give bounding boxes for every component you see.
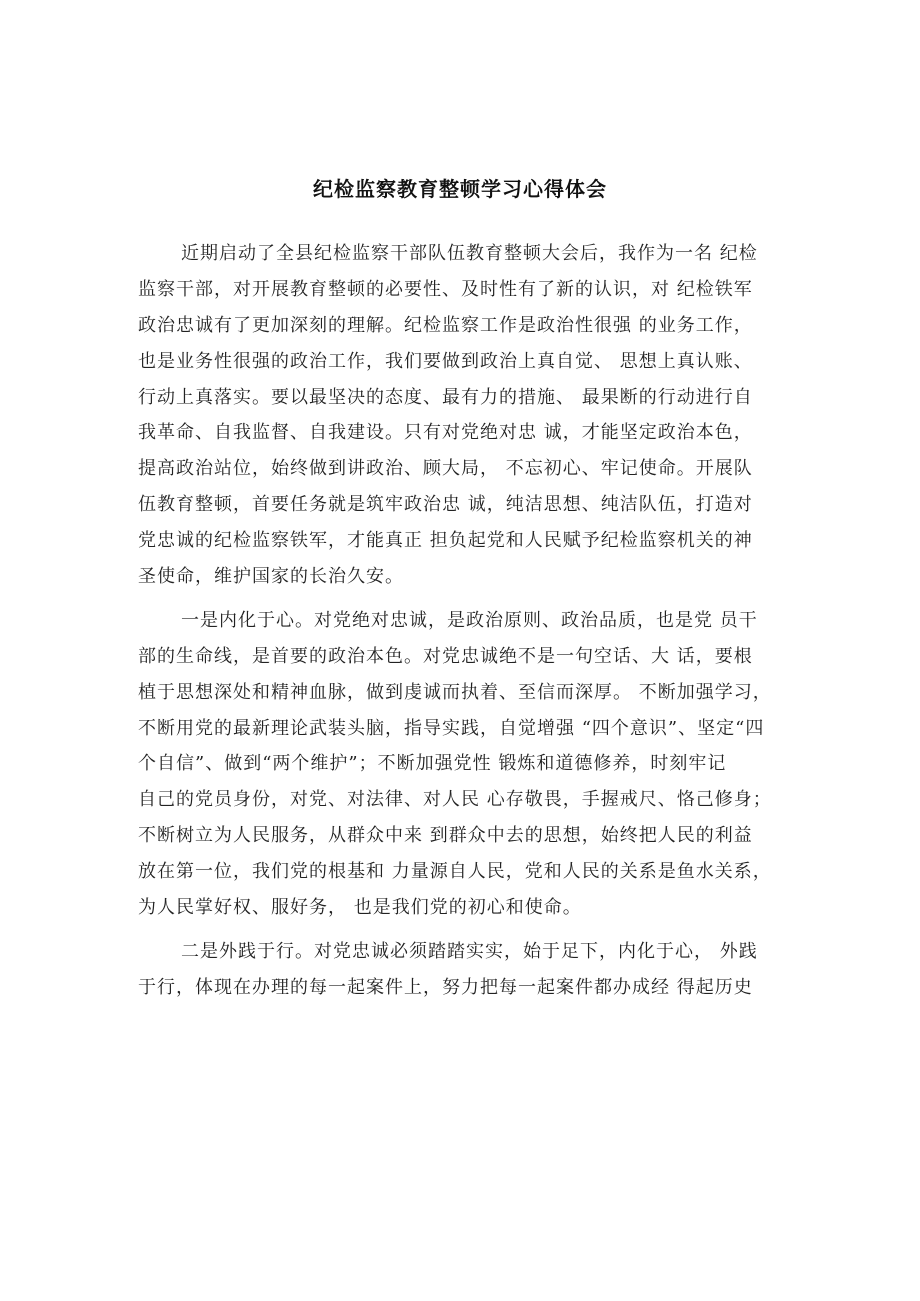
text-line: 近期启动了全县纪检监察干部队伍教育整顿大会后，我作为一名 纪检 bbox=[181, 243, 758, 264]
text-line: 我革命、自我监督、自我建设。只有对党绝对忠 诚，才能坚定政治本色， bbox=[138, 422, 753, 444]
text-line: 提高政治站位，始终做到讲政治、顾大局， 不忘初心、牢记使命。开展队 bbox=[138, 458, 753, 480]
text-line: 政治忠诚有了更加深刻的理解。纪检监察工作是政治性很强 的业务工作， bbox=[138, 314, 753, 336]
text-line: 党忠诚的纪检监察铁军，才能真正 担负起党和人民赋予纪检监察机关的神 bbox=[138, 530, 753, 552]
text-line: 伍教育整顿，首要任务就是筑牢政治忠 诚，纯洁思想、纯洁队伍，打造对 bbox=[138, 494, 753, 516]
text-line: 为人民掌好权、服好务， 也是我们党的初心和使命。 bbox=[138, 897, 582, 919]
text-line: 自己的党员身份，对党、对法律、对人民 心存敬畏，手握戒尺、恪己修身； bbox=[138, 789, 772, 811]
text-line: 放在第一位，我们党的根基和 力量源自人民，党和人民的关系是鱼水关系， bbox=[138, 861, 772, 883]
text-line: 二是外践于行。对党忠诚必须踏踏实实，始于足下，内化于心， 外践 bbox=[181, 940, 758, 962]
document-body bbox=[138, 236, 798, 1014]
text-line: 也是业务性很强的政治工作，我们要做到政治上真自觉、 思想上真认账、 bbox=[138, 350, 753, 372]
text-line: 植于思想深处和精神血脉，做到虔诚而执着、至信而深厚。 不断加强学习， bbox=[138, 681, 772, 703]
text-line: 监察干部，对开展教育整顿的必要性、及时性有了新的认识，对 纪检铁军 bbox=[138, 278, 753, 300]
text-line: 行动上真落实。要以最坚决的态度、最有力的措施、 最果断的行动进行自 bbox=[138, 386, 753, 408]
text-line: 不断树立为人民服务，从群众中来 到群众中去的思想，始终把人民的利益 bbox=[138, 825, 753, 847]
paragraph-intro bbox=[138, 236, 798, 595]
text-line: 部的生命线，是首要的政治本色。对党忠诚绝不是一句空话、大 话，要根 bbox=[138, 645, 753, 667]
text-line: 于行，体现在办理的每一起案件上，努力把每一起案件都办成经 得起历史 bbox=[138, 976, 753, 998]
text-line: 不断用党的最新理论武装头脑，指导实践，自觉增强 “四个意识”、坚定“四 bbox=[138, 717, 765, 739]
text-line: 圣使命，维护国家的长治久安。 bbox=[138, 566, 404, 588]
paragraph-internalize bbox=[138, 603, 798, 926]
text-line: 个自信”、做到“两个维护”；不断加强党性 锻炼和道德修养，时刻牢记 bbox=[138, 753, 727, 775]
paragraph-practice bbox=[138, 934, 798, 1006]
text-line: 一是内化于心。对党绝对忠诚，是政治原则、政治品质，也是党 员干 bbox=[181, 609, 758, 631]
document-title: 纪检监察教育整顿学习心得体会 bbox=[313, 177, 607, 201]
